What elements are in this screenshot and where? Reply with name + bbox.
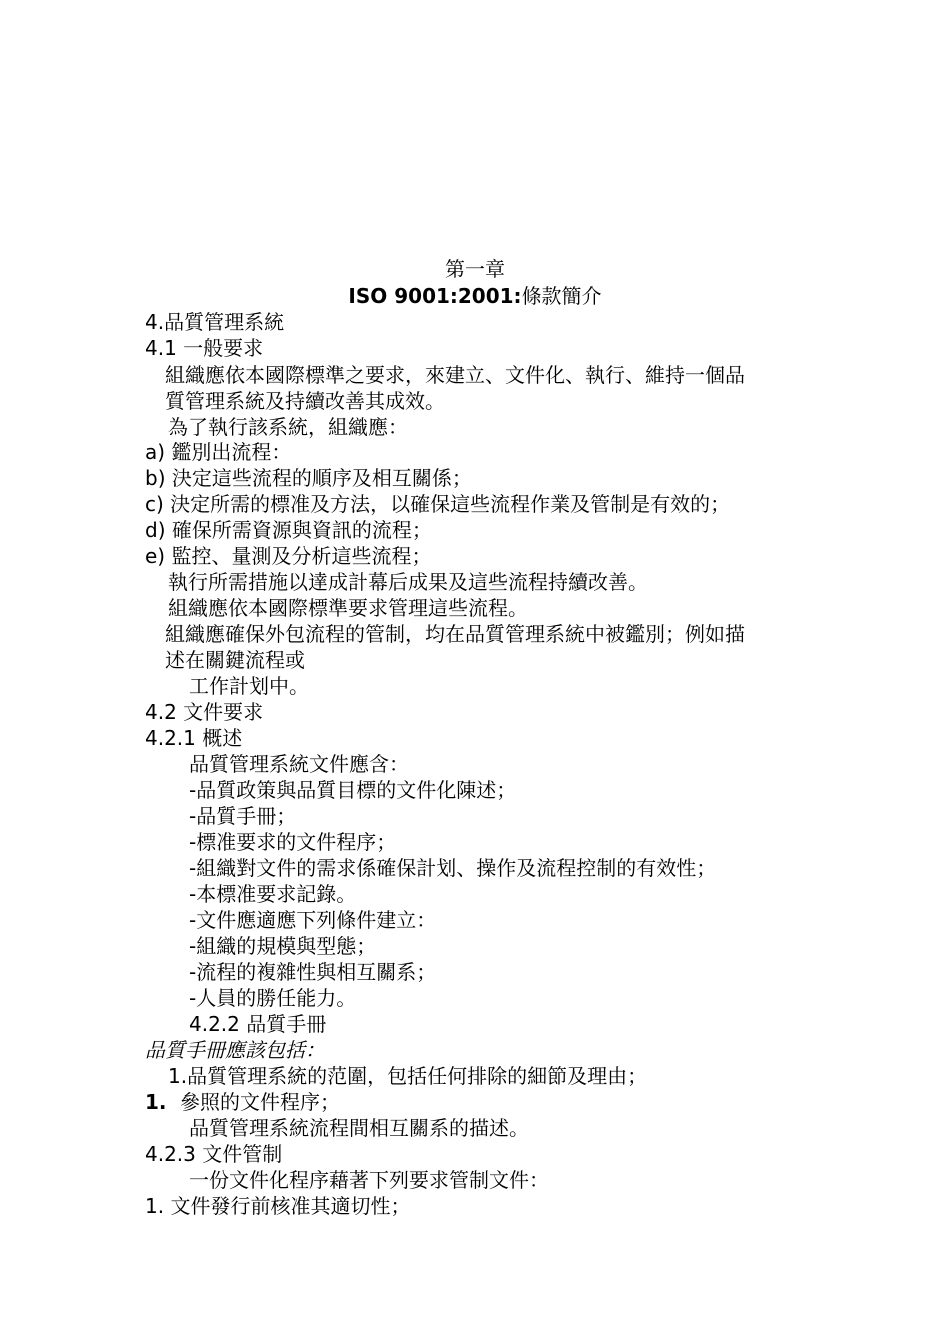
section-heading: 4.1 一般要求	[145, 336, 264, 360]
list-number: 1.	[145, 1090, 167, 1114]
title-prefix: ISO 9001:2001:	[348, 284, 522, 308]
section-heading: 4.品質管理系統	[145, 310, 285, 334]
list-item: -品質政策與品質目標的文件化陳述；	[189, 778, 517, 802]
list-item: 1.品質管理系統的范圍，包括任何排除的細節及理由；	[168, 1064, 648, 1088]
section-heading: 4.2.1 概述	[145, 726, 243, 750]
paragraph-line: 品質手冊應該包括：	[145, 1038, 325, 1062]
paragraph-line: 述在關鍵流程或	[165, 648, 305, 672]
list-item: e) 監控、量測及分析這些流程；	[145, 544, 432, 568]
list-item: -人員的勝任能力。	[189, 986, 357, 1010]
paragraph-line: 為了執行該系統，組織應：	[168, 415, 408, 439]
list-item: a) 鑑別出流程：	[145, 440, 292, 464]
title-suffix: 條款簡介	[521, 284, 602, 308]
paragraph-line: 組織應依本國際標準要求管理這些流程。	[168, 596, 528, 620]
paragraph-line: 質管理系統及持續改善其成效。	[165, 389, 445, 413]
list-item: -品質手冊；	[189, 804, 297, 828]
paragraph-line: 工作計划中。	[189, 674, 309, 698]
list-item: -組織的規模與型態；	[189, 934, 377, 958]
paragraph-line: 組織應依本國際標準之要求，來建立、文件化、執行、維持一個品	[165, 363, 745, 387]
section-heading: 4.2.3 文件管制	[145, 1142, 283, 1166]
paragraph-line: 品質管理系統流程間相互關系的描述。	[189, 1116, 529, 1140]
section-heading: 4.2.2 品質手冊	[189, 1012, 327, 1036]
list-item: c) 決定所需的標准及方法，以確保這些流程作業及管制是有效的；	[145, 492, 731, 516]
paragraph-line: 一份文件化程序藉著下列要求管制文件：	[189, 1168, 549, 1192]
paragraph-line: 執行所需措施以達成計幕后成果及這些流程持續改善。	[168, 570, 648, 594]
list-item: d) 確保所需資源與資訊的流程；	[145, 518, 432, 542]
paragraph-line: 品質管理系統文件應含：	[189, 752, 409, 776]
list-item: -組織對文件的需求係確保計划、操作及流程控制的有效性；	[189, 856, 717, 880]
list-item: 參照的文件程序；	[180, 1090, 340, 1114]
list-item: -流程的複雜性與相互關系；	[189, 960, 437, 984]
section-heading: 4.2 文件要求	[145, 700, 264, 724]
document-title	[0, 283, 950, 309]
chapter-heading: 第一章	[445, 257, 505, 281]
list-item: -本標准要求記錄。	[189, 882, 357, 906]
list-item: 1. 文件發行前核准其適切性；	[145, 1194, 411, 1218]
paragraph-line: 組織應確保外包流程的管制，均在品質管理系統中被鑑別；例如描	[165, 622, 745, 646]
list-item: b) 決定這些流程的順序及相互關係；	[145, 466, 472, 490]
list-item: -標准要求的文件程序；	[189, 830, 397, 854]
list-item: -文件應適應下列條件建立：	[189, 908, 437, 932]
